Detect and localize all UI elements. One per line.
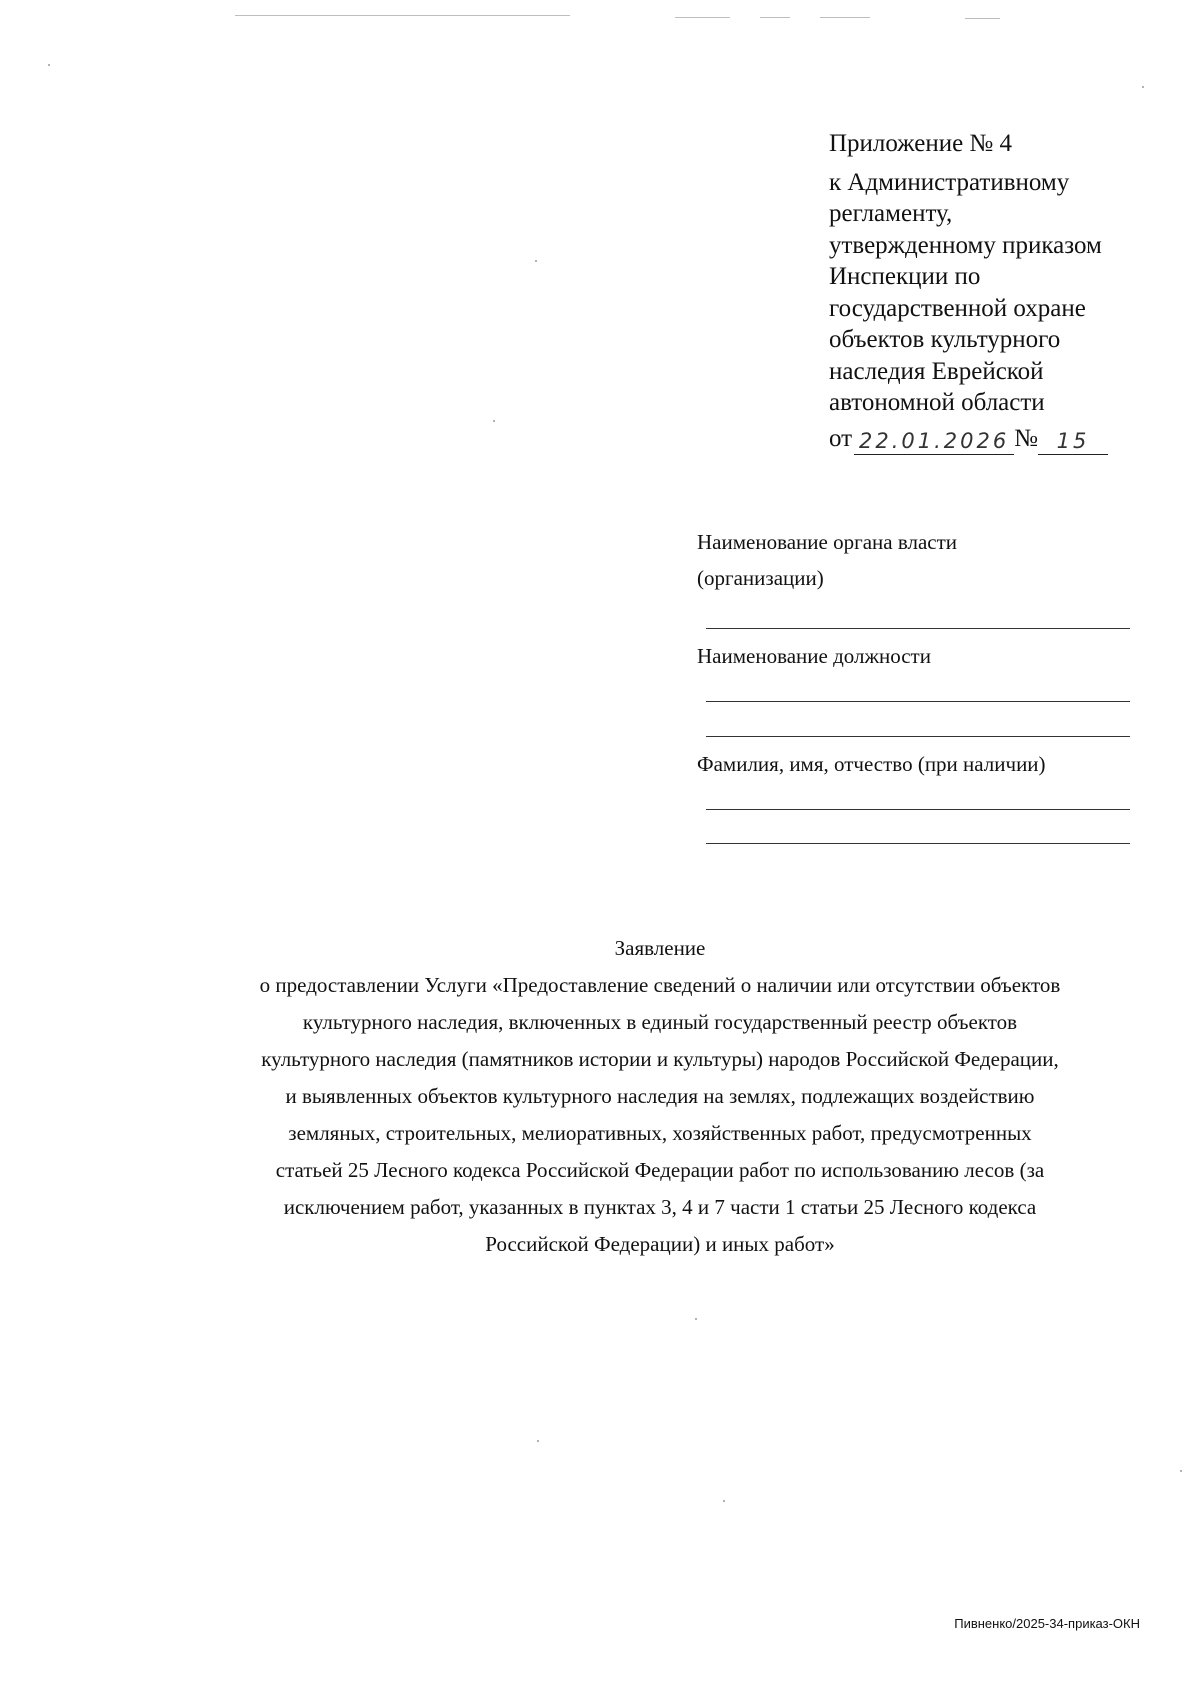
order-date-row [829, 419, 1159, 455]
statement-line: о предоставлении Услуги «Предоставление сведений о наличии или отсутствии объектов [259, 973, 1061, 997]
appendix-line: регламенту, [829, 200, 953, 227]
full-name-label: Фамилия, имя, отчество (при наличии) [697, 752, 1046, 776]
statement-line: статьей 25 Лесного кодекса Российской Федерации работ по использованию лесов (за [275, 1158, 1045, 1182]
statement-title: Заявление [614, 936, 706, 960]
statement-block [180, 930, 1140, 1263]
statement-line: и выявленных объектов культурного наследия на землях, подлежащих воздействию [285, 1084, 1035, 1108]
scan-artifact-line [675, 17, 730, 18]
appendix-line: утвержденному приказом [829, 231, 1102, 259]
scan-speck [535, 260, 537, 262]
scan-speck [1142, 86, 1144, 88]
date-prefix: от [829, 425, 853, 452]
authority-label: Наименование органа власти [697, 530, 957, 554]
scan-artifact-line [965, 18, 1000, 19]
scan-artifact-line [235, 15, 570, 16]
statement-line: Российской Федерации) и иных работ» [485, 1232, 835, 1256]
appendix-line: автономной области [829, 389, 1045, 416]
statement-line: культурного наследия, включенных в единый государственный реестр объектов [302, 1010, 1018, 1034]
document-code: Пивненко/2025-34-приказ-ОКН [954, 1616, 1140, 1631]
appendix-line: наследия Еврейской [829, 357, 1044, 385]
appendix-line: объектов культурного [829, 326, 1061, 353]
scan-speck [695, 1318, 697, 1320]
position-fill-line [706, 701, 1130, 702]
appendix-title: Приложение № 4 [829, 130, 1013, 157]
scan-speck [1180, 1470, 1182, 1472]
authority-fill-line [706, 628, 1130, 629]
position-label: Наименование должности [697, 644, 931, 668]
appendix-line: Инспекции по [829, 263, 981, 290]
statement-line: культурного наследия (памятников истории и культуры) народов Российской Федерации, [261, 1047, 1059, 1071]
scan-artifact-line [820, 17, 870, 18]
number-prefix: № [1014, 425, 1038, 452]
appendix-block [829, 128, 1159, 455]
statement-line: земляных, строительных, мелиоративных, хозяйственных работ, предусмотренных [288, 1121, 1032, 1145]
appendix-line: к Административному [829, 168, 1070, 196]
scan-speck [723, 1500, 725, 1502]
handwritten-date: 22.01.2026 [854, 428, 1014, 455]
full-name-fill-line [706, 843, 1130, 844]
position-fill-line [706, 736, 1130, 737]
scan-artifact-line [760, 17, 790, 18]
authority-label-note: (организации) [697, 566, 824, 590]
scan-speck [537, 1440, 539, 1442]
appendix-line: государственной охране [829, 294, 1086, 322]
handwritten-number: 15 [1038, 428, 1108, 455]
scan-speck [493, 420, 495, 422]
full-name-fill-line [706, 809, 1130, 810]
scan-speck [48, 64, 50, 66]
statement-line: исключением работ, указанных в пунктах 3, 4 и 7 части 1 статьи 25 Лесного кодекса [283, 1195, 1037, 1219]
